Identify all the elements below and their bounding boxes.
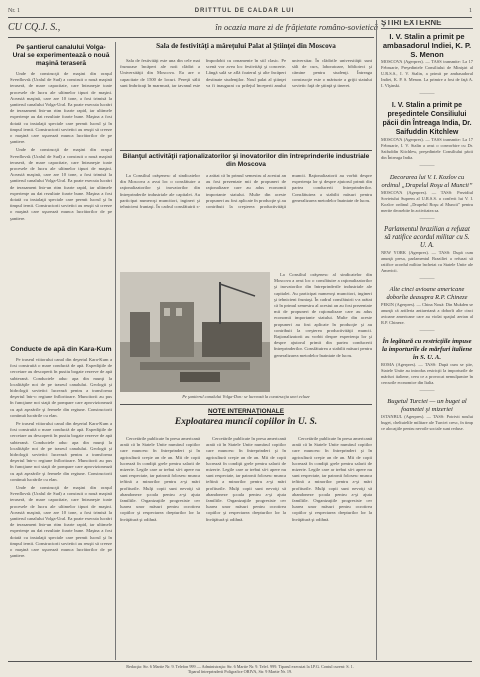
note-heading: NOTE INTERNAŢIONALE [208, 408, 284, 415]
divider: ——— [419, 276, 435, 282]
news-text: MOSCOVA (Agerpres). — TASS transmite: La 17 Februarie, Preşedintele Consiliului de Miniştri al U.R.S.S., I. V. Stalin, a primit pe ambasadorul Indiei, K. P. S. Menon. La primire a fost de faţă A. I. Vîşinski. [381, 59, 473, 89]
article-text: Cercetările publicate în presa americană arată că în Statele Unite numărul copiilor care muncesc în întreprinderi şi în agricultură creşte an de an. Mii de copii lucrează în condiţii grele pentru salarii de mizerie. Legile care ar trebui să-i apere nu sunt respectate, iar patronii folosesc munca ieftină a minorilor pentru a-şi mări profiturile. Mulţi copii sunt nevoiţi să abandoneze şcoala pentru a-şi ajuta familiile. Organizaţiile progresiste cer luarea unor măsuri pentru ocrotirea copiilor şi respectarea drepturilor lor la învăţătură şi odihnă. [120, 436, 200, 522]
article-text: Pe traseul viitorului canal din deşertul Kara-Kum a fost construită o mare conductă de apă. Expediţiile de cercetare au descoperit în pustiu bogate rezerve de apă subterană. Conductele aduc apa din munţi la localităţile noi de pe traseul canalului. Geologii şi hidrologii sovietici lucrează pentru a transforma deşertul într-o regiune înfloritoare. Muncitorii au pus în funcţiune noi staţii de pompare care aprovizionează cu apă aşezările şi fermele din regiune. Constructorii continuă lucrările cu elan. [10, 357, 112, 418]
news-title: I. V. Stalin a primit pe ambasadorul Indiei, K. P. S. Menon [382, 32, 472, 60]
column-divider [115, 42, 116, 660]
divider: ——— [419, 92, 435, 98]
news-text: ROMA (Agerpres). — TASS: După cum se ştie, Statele Unite au introdus restricţii la importurile de mărfuri italiene, ceea ce a provocat nemulţumire în cercurile economice din Italia. [381, 362, 473, 386]
center-head-3 [120, 408, 372, 434]
news-text: MOSCOVA (Agerpres). — TASS transmite: La 17 Februarie, I. V. Stalin a avut o convorbire cu Dr. Saifuddin Kitchlew, preşedintele Consiliului păcii din Întreaga India. [381, 137, 473, 161]
section-banner [8, 18, 378, 36]
news-title: I. V. Stalin a primit pe preşedintele Consiliului păcii din Întreaga India, Dr. Saifuddin Kitchlew [382, 102, 472, 137]
foreign-news-title: ŞTIRI EXTERNE [381, 20, 442, 27]
section-rule [381, 28, 473, 29]
article-text-cont: Unde de construcţii de maşini din oraşul Sverdlovsk (Uralul de Sud) a construit o nouă maşină teraseră, de mare capacitate, care întruneşte toate procesele de lucru ale ultimelor tipuri de maşini. Această maşină, care are 10 tone, a fost trimisă la şantierul canalului Volga-Ural. Ea poate executa lucrări de terasament într-un ritm foarte rapid, iar ultimele experienţe au dat rezultate foarte bune. Maşina a fost dotată cu instalaţii speciale care permit lucrul şi în timpul iernii. Constructorii sovietici au reuşit să creeze o maşină care uşurează munca lucrătorilor de pe şantiere. [10, 147, 112, 221]
right-column [381, 20, 473, 660]
footer-rule [8, 661, 472, 662]
left-column [10, 44, 112, 344]
article-text-cont: La Consiliul orăşenesc al sindicatelor din Moscova a avut loc o consfătuire a raţionalizatorilor şi inovatorilor din întreprinderile industriale ale capitalei. Au participat numeroşi muncitori, ingineri şi tehnicieni fruntaşi. În cadrul consfătuirii s-a arătat că în primul semestru al acestui an au fost prezentate mii de propuneri de raţionalizare care au adus economii importante statului. Multe din aceste propuneri au fost aplicate în producţie şi au contribuit la creşterea productivităţii muncii. Raţionalizatorii au vorbit despre experienţa lor şi despre ajutorul primit din partea conducerii întreprinderilor. Consfătuirea a stabilit măsuri pentru generalizarea metodelor înaintate de lucru. [274, 272, 372, 358]
news-text: ISTANBUL (Agerpres). — TASS: Potrivit noului buget, cheltuielile militare ale Turciei cresc, în timp ce alocaţiile pentru nevoile sociale sunt reduse. [381, 414, 473, 432]
center-rule-1 [120, 150, 372, 151]
center-article-1 [120, 58, 372, 148]
masthead-bar [8, 6, 472, 16]
news-text: PEKIN (Agerpres). — China Nouă: Din Mukden se anunţă că artileria antiaeriană a doborît alte cinci avioane americane care au violat spaţiul aerian al R.P. Chineze. [381, 302, 473, 326]
center-note-article [120, 436, 372, 658]
news-title: În legătură cu restricţiile impuse la importurile de mărfuri italiene în S. U. A. [381, 338, 473, 362]
article-title: Sala de festivităţi a mărețului Palat al Ştiinţei din Moscova [156, 42, 336, 50]
banner-right: în ocazia mare zi de frăţietate româno-sovietică [215, 22, 378, 32]
paper-title: DRITTTUL DE CALDAR LUI [194, 8, 295, 14]
page-right: 1 [469, 8, 472, 14]
article-text-cont2: Unde de construcţii de maşini din oraşul Sverdlovsk (Uralul de Sud) a construit o nouă maşină teraseră, de mare capacitate, care întruneşte toate procesele de lucru ale ultimelor tipuri de maşini. Această maşină, care are 10 tone, a fost trimisă la şantierul canalului Volga-Ural. Ea poate executa lucrări de terasament într-un ritm foarte rapid, iar ultimele experienţe au dat rezultate foarte bune. Maşina a fost dotată cu instalaţii speciale care permit lucrul şi în timpul iernii. Constructorii sovietici au reuşit să creeze o maşină care uşurează munca lucrătorilor de pe şantiere. [10, 485, 112, 559]
banner-left: CU CQ.J. S., [8, 21, 61, 33]
construction-photo-image [120, 272, 270, 392]
news-title: Bugetul Turciei — un buget al foametei şi mizeriei [387, 398, 467, 414]
news-title: Decorarea lui V. I. Kozlov cu ordinul „Drapelul Roşu al Muncii” [381, 173, 473, 189]
article-text-cont2: Cercetările publicate în presa americană arată că în Statele Unite numărul copiilor care muncesc în întreprinderi şi în agricultură creşte an de an. Mii de copii lucrează în condiţii grele pentru salarii de mizerie. Legile care ar trebui să-i apere nu sunt respectate, iar patronii folosesc munca ieftină a minorilor pentru a-şi mări profiturile. Mulţi copii sunt nevoiţi să abandoneze şcoala pentru a-şi ajuta familiile. Organizaţiile progresiste cer luarea unor măsuri pentru ocrotirea copiilor şi respectarea drepturilor lor la învăţătură şi odihnă. [292, 436, 372, 522]
news-photo [120, 272, 270, 392]
article-title: Pe şantierul canalului Volga-Ural se experimentează o nouă maşină teraseră [12, 44, 110, 67]
center-article-2-cont [274, 272, 372, 392]
footer [8, 664, 472, 674]
article-text: Sala de festivităţi este una din cele mai frumoase încăperi ale noii clădiri a Universităţii din Moscova. Ea are o capacitate de 1500 de locuri. Pereţii sălii sunt îmbrăcaţi în marmură, iar tavanul este împodobit cu ornamente în stil clasic. Pe scenă vor avea loc festivităţi şi concerte. Lângă sală se află foaierul şi alte încăperi destinate studenţilor. Noul palat al ştiinţei va fi inaugurat cu prilejul începerii anului universitar. În clădirile universităţii sunt săli de curs, laboratoare, biblioteci şi cămine pentru studenţi. Întreaga construcţie este o mărturie a grijii statului sovietic faţă de ştiinţă şi tineret. [120, 58, 372, 88]
article-text: Unde de construcţii de maşini din oraşul Sverdlovsk (Uralul de Sud) a construit o nouă maşină teraseră, de mare capacitate, care întruneşte toate procesele de lucru ale ultimelor tipuri de maşini. Această maşină, care are 10 tone, a fost trimisă la şantierul canalului Volga-Ural. Ea poate executa lucrări de terasament într-un ritm foarte rapid, iar ultimele experienţe au dat rezultate foarte bune. Maşina a fost dotată cu instalaţii speciale care permit lucrul şi în timpul iernii. Constructorii sovietici au reuşit să creeze o maşină care uşurează munca lucrătorilor de pe şantiere. [10, 71, 112, 145]
article-title: Bilanţul activităţii raţionalizatorilor şi inovatorilor din întreprinderile industriale din Moscova [122, 153, 370, 168]
article-text-cont: Cercetările publicate în presa americană arată că în Statele Unite numărul copiilor care muncesc în întreprinderi şi în agricultură creşte an de an. Mii de copii lucrează în condiţii grele pentru salarii de mizerie. Legile care ar trebui să-i apere nu sunt respectate, iar patronii folosesc munca ieftină a minorilor pentru a-şi mări profiturile. Mulţi copii sunt nevoiţi să abandoneze şcoala pentru a-şi ajuta familiile. Organizaţiile progresiste cer luarea unor măsuri pentru ocrotirea copiilor şi respectarea drepturilor lor la învăţătură şi odihnă. [206, 436, 286, 522]
news-title: Parlamentul brazilian a refuzat să ratifice acordul militar cu S. U. A. [384, 225, 470, 249]
news-title: Alte cinci avioane americane doborîte deasupra R.P. Chineze [386, 286, 468, 302]
photo-caption: Pe şantierul canalului Volga-Don: se lucrează la construcţia unei ecluze [182, 394, 310, 399]
column-divider-right [376, 20, 377, 660]
footer-line-2: Tiparul întreprinderii Poligrafice ORIVA, Str. 9 Martie Nr. 19. [187, 669, 293, 674]
divider: ——— [419, 389, 435, 395]
article-text-cont: Pe traseul viitorului canal din deşertul Kara-Kum a fost construită o mare conductă de apă. Expediţiile de cercetare au descoperit în pustiu bogate rezerve de apă subterană. Conductele aduc apa din munţi la localităţile noi de pe traseul canalului. Geologii şi hidrologii sovietici lucrează pentru a transforma deşertul într-o regiune înfloritoare. Muncitorii au pus în funcţiune noi staţii de pompare care aprovizionează cu apă aşezările şi fermele din regiune. Constructorii continuă lucrările cu elan. [10, 421, 112, 482]
banner-rule [8, 37, 374, 38]
center-head-2 [120, 153, 372, 173]
divider: ——— [419, 329, 435, 335]
note-title: Exploatarea muncii copiilor în U. S. [174, 417, 318, 427]
divider: ——— [419, 216, 435, 222]
news-text: NEW YORK (Agerpres). — TASS: După cum anunţă presa, parlamentul Braziliei a refuzat să ratifice acordul militar încheiat cu Statele Unite ale Americii. [381, 249, 473, 273]
center-article-2 [120, 173, 372, 269]
center-rule-2 [120, 404, 372, 405]
article-title: Conducte de apă din Kara-Kum [10, 346, 112, 353]
left-column-2 [10, 346, 112, 658]
divider: ——— [419, 164, 435, 170]
footer-line-1: Redacţia: Str. 6 Martie Nr. 9. Telefon 999 — Administraţia: Str. 6 Martie Nr. 9. Telef. 999. Tiparul executat la I.P.G. Contul curent: S. 1. [126, 664, 354, 669]
news-text: MOSCOVA (Agerpres). — TASS: Prezidiul Sovietului Suprem al U.R.S.S. a conferit lui V. I. Kozlov ordinul „Drapelul Roşu al Muncii” pentru merite deosebite în activitatea sa. [381, 189, 473, 213]
article-text: La Consiliul orăşenesc al sindicatelor din Moscova a avut loc o consfătuire a raţionalizatorilor şi inovatorilor din întreprinderile industriale ale capitalei. Au participat numeroşi muncitori, ingineri şi tehnicieni fruntaşi. În cadrul consfătuirii s-a arătat că în primul semestru al acestui an au fost prezentate mii de propuneri de raţionalizare care au adus economii importante statului. Multe din aceste propuneri au fost aplicate în producţie şi au contribuit la creşterea productivităţii muncii. Raţionalizatorii au vorbit despre experienţa lor şi despre ajutorul primit din partea conducerii întreprinderilor. Consfătuirea a stabilit măsuri pentru generalizarea metodelor înaintate de lucru. [120, 173, 372, 210]
page-number: Nr. 1 [8, 8, 20, 14]
